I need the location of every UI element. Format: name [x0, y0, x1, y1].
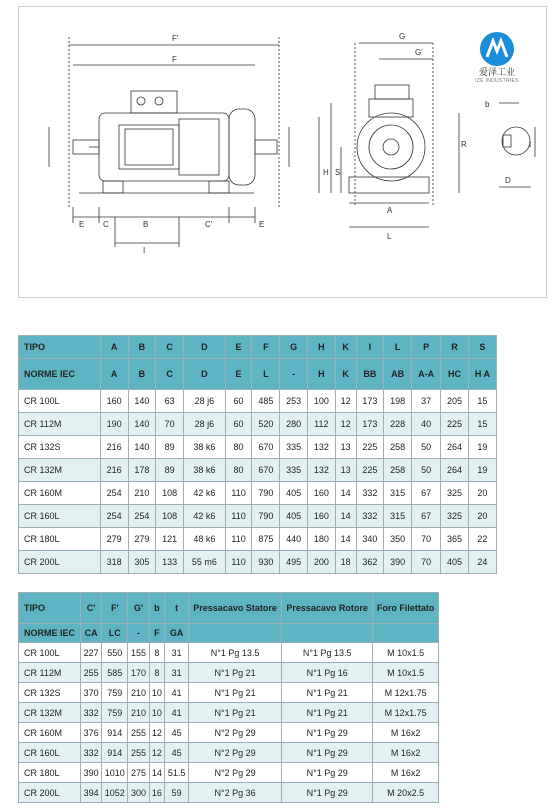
- table-row-cell: 315: [384, 482, 412, 505]
- table-row-cell: N°2 Pg 29: [189, 763, 282, 783]
- table-row-cell: 670: [252, 436, 280, 459]
- dim-label-R: R: [461, 140, 467, 149]
- dimension-table-2: [18, 592, 439, 803]
- table-header-row-cell: G': [128, 593, 149, 624]
- table-row-cell: 350: [384, 528, 412, 551]
- table-subheader-row-cell: H: [307, 359, 335, 390]
- table-row-cell: 370: [81, 683, 102, 703]
- table-row-cell: CR 160L: [19, 743, 81, 763]
- table-row-cell: M 16x2: [373, 723, 439, 743]
- logo-text-en: IZE INDUSTRIES: [475, 78, 519, 84]
- table-row-cell: 205: [441, 390, 469, 413]
- table-row: [19, 528, 497, 551]
- table-row-cell: 28 j6: [184, 413, 226, 436]
- table-subheader-row-cell: GA: [165, 624, 189, 643]
- table-row-cell: 914: [102, 743, 128, 763]
- table-row: [19, 683, 439, 703]
- table-row-cell: 335: [280, 436, 308, 459]
- table-row-cell: 365: [441, 528, 469, 551]
- table-header-row: [19, 593, 439, 624]
- table-row: [19, 663, 439, 683]
- table-row-cell: 173: [356, 390, 384, 413]
- dim-label-B: B: [143, 220, 149, 229]
- table-row-cell: 133: [156, 551, 184, 574]
- table-row-cell: CR 160M: [19, 482, 101, 505]
- table-subheader-row-cell: [373, 624, 439, 643]
- table-row-cell: 332: [81, 703, 102, 723]
- table-row-cell: CR 160M: [19, 723, 81, 743]
- table-row-cell: 38 k6: [184, 459, 226, 482]
- table-row-cell: 335: [280, 459, 308, 482]
- table-row-cell: 50: [412, 436, 441, 459]
- table-row: [19, 783, 439, 803]
- table-header-row-cell: TIPO: [19, 336, 101, 359]
- table-subheader-row-cell: E: [225, 359, 252, 390]
- dim-label-I: I: [143, 246, 146, 255]
- table-row-cell: 930: [252, 551, 280, 574]
- table-row-cell: 132: [307, 436, 335, 459]
- table-row-cell: 253: [280, 390, 308, 413]
- table-row-cell: 210: [128, 683, 149, 703]
- table-row-cell: 14: [335, 528, 356, 551]
- table-row-cell: 264: [441, 436, 469, 459]
- table-row-cell: 759: [102, 703, 128, 723]
- motor-drawing-svg: [19, 7, 546, 297]
- table-row-cell: 48 k6: [184, 528, 226, 551]
- dim-label-C1: C': [205, 220, 213, 229]
- table-subheader-row-cell: HC: [441, 359, 469, 390]
- table-row: [19, 436, 497, 459]
- table-row-cell: 178: [128, 459, 156, 482]
- table-header-row-cell: C': [81, 593, 102, 624]
- table-row: [19, 703, 439, 723]
- dim-label-A: A: [387, 206, 393, 215]
- table-header-row-cell: R: [441, 336, 469, 359]
- table-row-cell: CR 180L: [19, 528, 101, 551]
- table-row-cell: 14: [149, 763, 165, 783]
- table-row: [19, 763, 439, 783]
- table-row-cell: 60: [225, 413, 252, 436]
- table-row-cell: 13: [335, 436, 356, 459]
- table-row-cell: 405: [280, 482, 308, 505]
- table-row-cell: 670: [252, 459, 280, 482]
- table-subheader-row-cell: H A: [468, 359, 496, 390]
- table-header-row-cell: I: [356, 336, 384, 359]
- table-row-cell: 390: [81, 763, 102, 783]
- table-row-cell: 332: [356, 505, 384, 528]
- table-row-cell: 173: [356, 413, 384, 436]
- table-row-cell: 110: [225, 482, 252, 505]
- table-row-cell: 110: [225, 551, 252, 574]
- dim-label-C: C: [103, 220, 109, 229]
- table-row-cell: 279: [128, 528, 156, 551]
- table-row-cell: N°1 Pg 21: [282, 683, 373, 703]
- table-row-cell: N°1 Pg 29: [282, 743, 373, 763]
- table-header-row-cell: G: [280, 336, 308, 359]
- table-row-cell: 305: [128, 551, 156, 574]
- dimension-table-1: [18, 335, 497, 574]
- table-header-row: [19, 336, 497, 359]
- table-row-cell: 13: [335, 459, 356, 482]
- table-row-cell: 255: [128, 743, 149, 763]
- table-row-cell: 254: [100, 505, 128, 528]
- table-header-row-cell: A: [100, 336, 128, 359]
- table-row-cell: 10: [149, 683, 165, 703]
- table-row-cell: 140: [128, 390, 156, 413]
- table-row-cell: 914: [102, 723, 128, 743]
- table-row: [19, 413, 497, 436]
- table-row-cell: 318: [100, 551, 128, 574]
- table-row-cell: 15: [468, 390, 496, 413]
- table-row-cell: 160: [307, 482, 335, 505]
- table-row-cell: 110: [225, 528, 252, 551]
- table-row-cell: 12: [149, 743, 165, 763]
- table-row-cell: N°1 Pg 29: [282, 723, 373, 743]
- table-row-cell: 28 j6: [184, 390, 226, 413]
- technical-drawing: [18, 6, 547, 298]
- dim-label-E-right: E: [259, 220, 265, 229]
- table-row: [19, 482, 497, 505]
- table-row-cell: 216: [100, 459, 128, 482]
- table-row-cell: 1052: [102, 783, 128, 803]
- table-row-cell: 8: [149, 663, 165, 683]
- table-row-cell: N°1 Pg 21: [189, 703, 282, 723]
- table-subheader-row-cell: [282, 624, 373, 643]
- table-row-cell: 14: [335, 482, 356, 505]
- table-row-cell: 22: [468, 528, 496, 551]
- table-header-row-cell: E: [225, 336, 252, 359]
- table-row-cell: 210: [128, 703, 149, 723]
- table-row-cell: M 12x1.75: [373, 683, 439, 703]
- table-row-cell: 340: [356, 528, 384, 551]
- table-row-cell: 45: [165, 723, 189, 743]
- table-row-cell: 20: [468, 505, 496, 528]
- table-row-cell: 42 k6: [184, 482, 226, 505]
- table-row-cell: 12: [149, 723, 165, 743]
- dim-label-t: t: [529, 140, 532, 149]
- table-row-cell: 440: [280, 528, 308, 551]
- table-header-row-cell: P: [412, 336, 441, 359]
- table-subheader-row-cell: L: [252, 359, 280, 390]
- table-row-cell: 67: [412, 505, 441, 528]
- table-row-cell: 300: [128, 783, 149, 803]
- table-row-cell: 405: [280, 505, 308, 528]
- table-row-cell: CR 132M: [19, 703, 81, 723]
- table-row-cell: N°2 Pg 29: [189, 723, 282, 743]
- table-row-cell: 51.5: [165, 763, 189, 783]
- table-header-row-cell: K: [335, 336, 356, 359]
- table-subheader-row: [19, 624, 439, 643]
- table-row-cell: CR 112M: [19, 413, 101, 436]
- table-row-cell: CR 112M: [19, 663, 81, 683]
- table-row-cell: 20: [468, 482, 496, 505]
- table-row-cell: 24: [468, 551, 496, 574]
- table-subheader-row: [19, 359, 497, 390]
- table-row-cell: 550: [102, 643, 128, 663]
- table-row-cell: 180: [307, 528, 335, 551]
- table-row-cell: 67: [412, 482, 441, 505]
- table-header-row-cell: b: [149, 593, 165, 624]
- table-row-cell: 258: [384, 436, 412, 459]
- table-row-cell: 227: [81, 643, 102, 663]
- table-row-cell: N°2 Pg 36: [189, 783, 282, 803]
- table-row-cell: 390: [384, 551, 412, 574]
- table-row-cell: 520: [252, 413, 280, 436]
- table-subheader-row-cell: -: [128, 624, 149, 643]
- table-row-cell: 216: [100, 436, 128, 459]
- table-subheader-row-cell: D: [184, 359, 226, 390]
- table-row-cell: 190: [100, 413, 128, 436]
- table-row-cell: CR 132S: [19, 436, 101, 459]
- company-logo-icon: [473, 29, 521, 69]
- table-row-cell: 112: [307, 413, 335, 436]
- table-row-cell: 14: [335, 505, 356, 528]
- table-row-cell: N°2 Pg 29: [189, 743, 282, 763]
- dim-label-L: L: [387, 232, 392, 241]
- table-row-cell: 140: [128, 436, 156, 459]
- table-row-cell: 332: [356, 482, 384, 505]
- dim-label-E-left: E: [79, 220, 85, 229]
- table-row-cell: 1010: [102, 763, 128, 783]
- table-row-cell: 279: [100, 528, 128, 551]
- table-row-cell: 55 m6: [184, 551, 226, 574]
- table-row-cell: 110: [225, 505, 252, 528]
- dim-label-b: b: [485, 100, 490, 109]
- table-row: [19, 643, 439, 663]
- table-subheader-row-cell: NORME IEC: [19, 359, 101, 390]
- table-row-cell: CR 132M: [19, 459, 101, 482]
- table-header-row-cell: Foro Filettato: [373, 593, 439, 624]
- table-subheader-row-cell: K: [335, 359, 356, 390]
- table-row-cell: 394: [81, 783, 102, 803]
- table-row-cell: N°1 Pg 21: [189, 663, 282, 683]
- table-row-cell: 70: [156, 413, 184, 436]
- table-row-cell: 200: [307, 551, 335, 574]
- table-row-cell: 362: [356, 551, 384, 574]
- table-row-cell: 160: [307, 505, 335, 528]
- table-row-cell: 325: [441, 482, 469, 505]
- dim-label-G1: G': [415, 48, 423, 57]
- table-row: [19, 743, 439, 763]
- dim-label-S: S: [335, 168, 341, 177]
- table-header-row-cell: t: [165, 593, 189, 624]
- table-row-cell: 31: [165, 663, 189, 683]
- table-row-cell: N°1 Pg 29: [282, 763, 373, 783]
- table-row-cell: N°1 Pg 21: [189, 683, 282, 703]
- table-row-cell: 59: [165, 783, 189, 803]
- table-row-cell: 89: [156, 436, 184, 459]
- table-row-cell: 108: [156, 505, 184, 528]
- table-header-row-cell: H: [307, 336, 335, 359]
- table-row-cell: M 16x2: [373, 763, 439, 783]
- table-row-cell: 50: [412, 459, 441, 482]
- table-row-cell: 255: [81, 663, 102, 683]
- table-row-cell: 80: [225, 436, 252, 459]
- table-row-cell: M 16x2: [373, 743, 439, 763]
- table-subheader-row-cell: [189, 624, 282, 643]
- table-subheader-row-cell: LC: [102, 624, 128, 643]
- table-row-cell: 16: [149, 783, 165, 803]
- table-row-cell: M 12x1.75: [373, 703, 439, 723]
- table-row-cell: 485: [252, 390, 280, 413]
- table-row-cell: 225: [356, 459, 384, 482]
- table-row-cell: 790: [252, 505, 280, 528]
- table-row-cell: 405: [441, 551, 469, 574]
- table-subheader-row-cell: A: [100, 359, 128, 390]
- table-row-cell: CR 200L: [19, 551, 101, 574]
- table-row-cell: 15: [468, 413, 496, 436]
- table-row-cell: M 10x1.5: [373, 643, 439, 663]
- table-row-cell: 225: [441, 413, 469, 436]
- table-header-row-cell: TIPO: [19, 593, 81, 624]
- table-header-row-cell: Pressacavo Rotore: [282, 593, 373, 624]
- table-row-cell: 89: [156, 459, 184, 482]
- table-row-cell: N°1 Pg 13.5: [282, 643, 373, 663]
- table-row-cell: 70: [412, 528, 441, 551]
- table-row-cell: CR 200L: [19, 783, 81, 803]
- table-subheader-row-cell: A-A: [412, 359, 441, 390]
- table-row-cell: 8: [149, 643, 165, 663]
- table-row-cell: 45: [165, 743, 189, 763]
- table-row-cell: 19: [468, 436, 496, 459]
- table-row-cell: 10: [149, 703, 165, 723]
- table-row-cell: 155: [128, 643, 149, 663]
- table-row-cell: 132: [307, 459, 335, 482]
- table-row-cell: 225: [356, 436, 384, 459]
- table-header-row-cell: D: [184, 336, 226, 359]
- logo-text-cn: 爱泽工业: [478, 67, 515, 77]
- table-header-row-cell: L: [384, 336, 412, 359]
- table-subheader-row-cell: B: [128, 359, 156, 390]
- table-row-cell: 254: [128, 505, 156, 528]
- table-row-cell: N°1 Pg 29: [282, 783, 373, 803]
- table-row-cell: 198: [384, 390, 412, 413]
- table-row-cell: 376: [81, 723, 102, 743]
- table-row-cell: 170: [128, 663, 149, 683]
- table-row-cell: 40: [412, 413, 441, 436]
- table-row-cell: CR 180L: [19, 763, 81, 783]
- table-subheader-row-cell: F: [149, 624, 165, 643]
- table-row-cell: 41: [165, 703, 189, 723]
- table-row-cell: 31: [165, 643, 189, 663]
- table-row-cell: 228: [384, 413, 412, 436]
- table-header-row-cell: C: [156, 336, 184, 359]
- table-header-row-cell: F': [102, 593, 128, 624]
- table-row-cell: CR 100L: [19, 390, 101, 413]
- table-header-row-cell: S: [468, 336, 496, 359]
- dim-label-D: D: [505, 176, 511, 185]
- table-row: [19, 459, 497, 482]
- table-subheader-row-cell: C: [156, 359, 184, 390]
- table-row-cell: 108: [156, 482, 184, 505]
- table-row: [19, 505, 497, 528]
- table-header-row-cell: F: [252, 336, 280, 359]
- table-row-cell: 759: [102, 683, 128, 703]
- table-row-cell: 63: [156, 390, 184, 413]
- table-row-cell: 80: [225, 459, 252, 482]
- table-header-row-cell: B: [128, 336, 156, 359]
- table-row-cell: 60: [225, 390, 252, 413]
- table-row-cell: 18: [335, 551, 356, 574]
- table-subheader-row-cell: AB: [384, 359, 412, 390]
- table-row-cell: 280: [280, 413, 308, 436]
- table-row-cell: CR 160L: [19, 505, 101, 528]
- table-row-cell: 325: [441, 505, 469, 528]
- table-row-cell: 140: [128, 413, 156, 436]
- table-row-cell: 210: [128, 482, 156, 505]
- table-subheader-row-cell: CA: [81, 624, 102, 643]
- table-row: [19, 551, 497, 574]
- table-row: [19, 723, 439, 743]
- table-row-cell: N°1 Pg 16: [282, 663, 373, 683]
- table-row-cell: 254: [100, 482, 128, 505]
- table-row-cell: 37: [412, 390, 441, 413]
- table-row-cell: 12: [335, 390, 356, 413]
- table-row-cell: 121: [156, 528, 184, 551]
- motor-body: [99, 113, 229, 181]
- table-row-cell: 12: [335, 413, 356, 436]
- table-row-cell: 875: [252, 528, 280, 551]
- table-row-cell: 315: [384, 505, 412, 528]
- dim-label-F: F: [172, 55, 177, 64]
- dim-label-F1: F': [172, 34, 179, 43]
- table-row-cell: 160: [100, 390, 128, 413]
- table-row-cell: 258: [384, 459, 412, 482]
- table-row-cell: 41: [165, 683, 189, 703]
- table-row-cell: N°1 Pg 13.5: [189, 643, 282, 663]
- table-subheader-row-cell: -: [280, 359, 308, 390]
- table-row: [19, 390, 497, 413]
- table-row-cell: 585: [102, 663, 128, 683]
- table-row-cell: 19: [468, 459, 496, 482]
- table-row-cell: CR 132S: [19, 683, 81, 703]
- table-subheader-row-cell: NORME IEC: [19, 624, 81, 643]
- dim-label-H: H: [323, 168, 329, 177]
- table-row-cell: 38 k6: [184, 436, 226, 459]
- table-row-cell: 100: [307, 390, 335, 413]
- dim-label-G: G: [399, 32, 406, 41]
- table-row-cell: 495: [280, 551, 308, 574]
- table-row-cell: M 20x2.5: [373, 783, 439, 803]
- table-row-cell: 70: [412, 551, 441, 574]
- table-row-cell: N°1 Pg 21: [282, 703, 373, 723]
- table-row-cell: 332: [81, 743, 102, 763]
- table-row-cell: 790: [252, 482, 280, 505]
- table-header-row-cell: Pressacavo Statore: [189, 593, 282, 624]
- table-row-cell: 42 k6: [184, 505, 226, 528]
- table-row-cell: M 10x1.5: [373, 663, 439, 683]
- table-row-cell: 264: [441, 459, 469, 482]
- table-row-cell: CR 100L: [19, 643, 81, 663]
- table-row-cell: 255: [128, 723, 149, 743]
- table-row-cell: 275: [128, 763, 149, 783]
- table-subheader-row-cell: BB: [356, 359, 384, 390]
